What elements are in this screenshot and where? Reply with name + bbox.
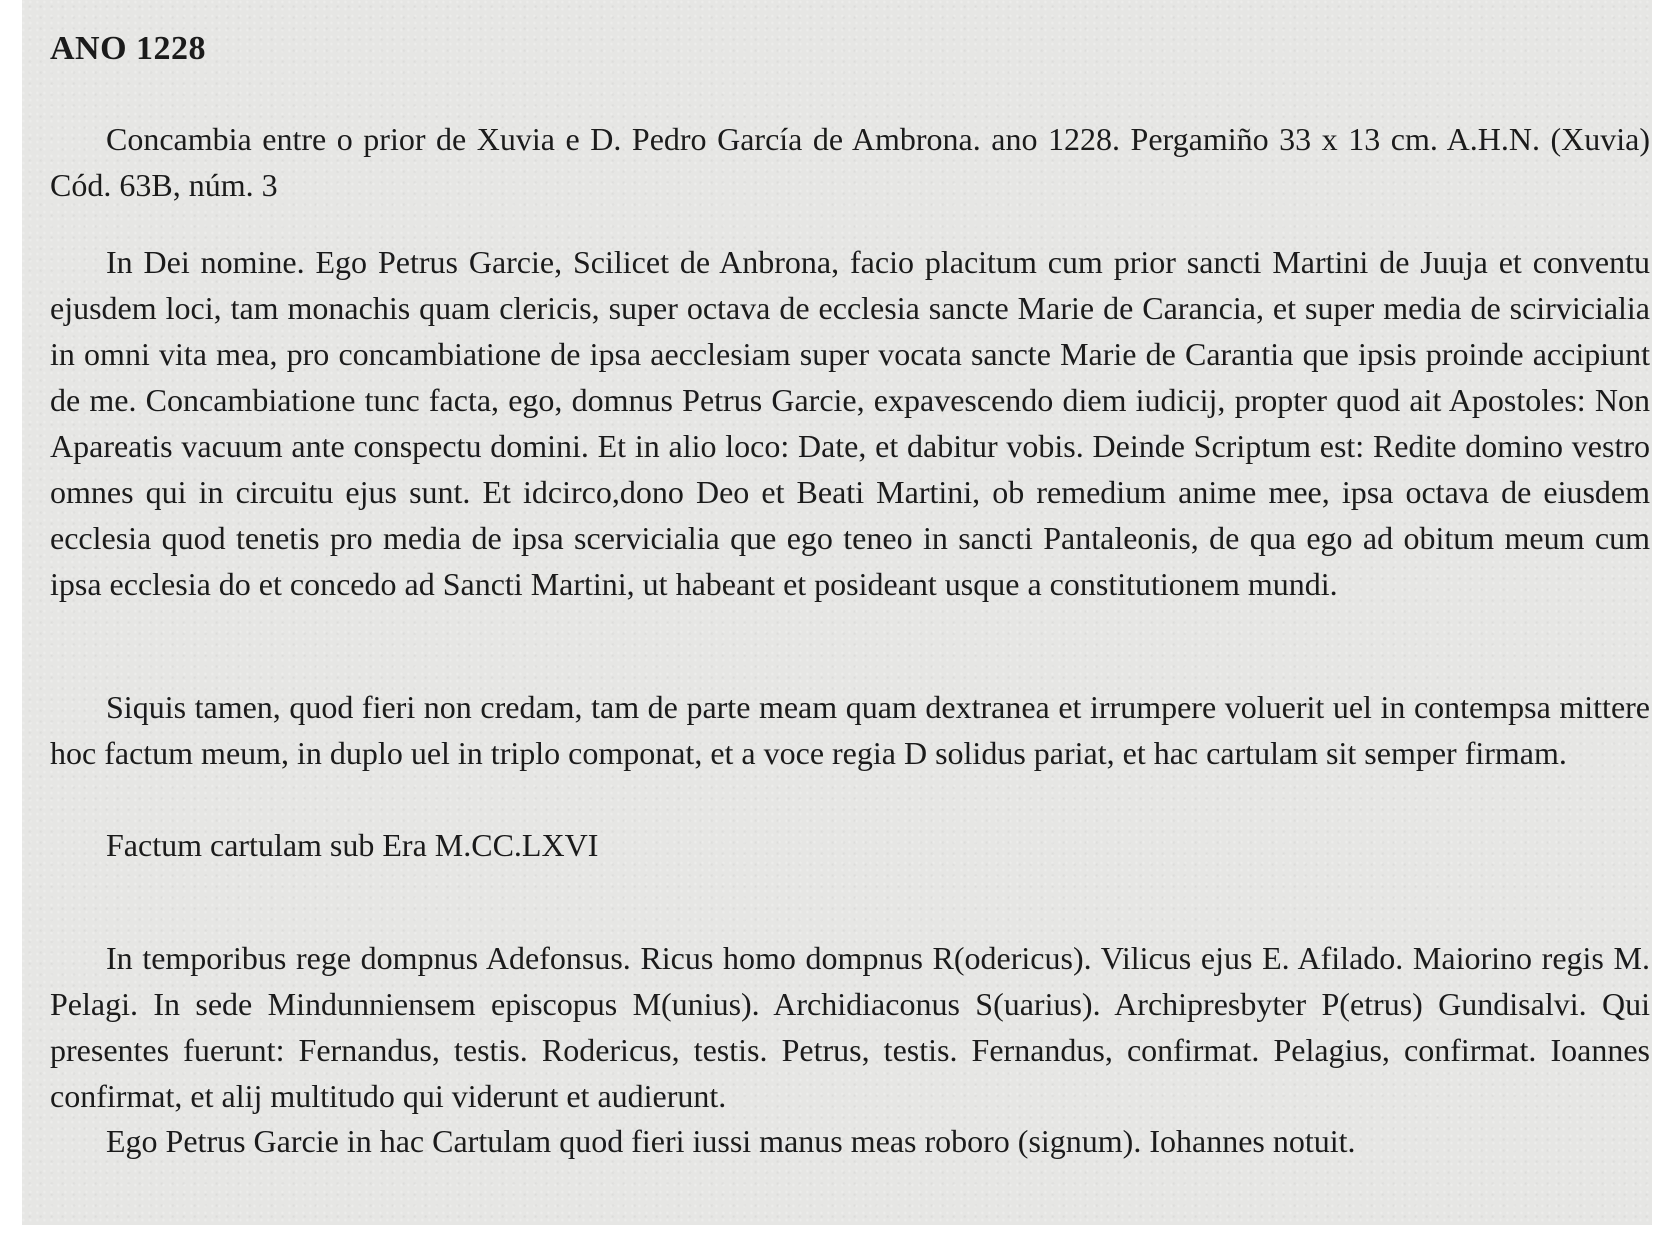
intro-paragraph: Concambia entre o prior de Xuvia e D. Pedro García de Ambrona. ano 1228. Pergamiño 33 x 13 cm. A.H.N. (Xuvia) Cód. 63B, núm. 3 — [50, 121, 1650, 203]
witnesses-paragraph: In temporibus rege dompnus Adefonsus. Ricus homo dompnus R(odericus). Vilicus ejus E. Afilado. Maiorino regis M. Pelagi. In sede Mindunniensem episcopus M(unius). Archidiaconus S(uarius). Archipresbyter P(etrus) Gundisalvi. Qui presentes fuerunt: Fernandus, testis. Rodericus, testis. Petrus, testis. Fernandus, confirmat. Pelagius, confirmat. Ioannes confirmat, et alij multitudo qui viderunt et audierunt. — [50, 940, 1650, 1114]
document-heading: ANO 1228 — [50, 30, 207, 67]
document-page — [22, 0, 1652, 1225]
closing-signature-paragraph: Ego Petrus Garcie in hac Cartulam quod fieri iussi manus meas roboro (signum). Iohannes notuit. — [106, 1123, 1356, 1159]
charter-paragraph-main: In Dei nomine. Ego Petrus Garcie, Scilicet de Anbrona, facio placitum cum prior sancti Martini de Juuja et conventu ejusdem loci, tam monachis quam clericis, super octava de ecclesia sancte Marie de Carancia, et super media de scirvicialia in omni vita mea, pro concambiatione de ipsa aecclesiam super vocata sancte Marie de Carantia que ipsis proinde accipiunt de me. Concambiatione tunc facta, ego, domnus Petrus Garcie, expavescendo diem iudicij, propter quod ait Apostoles: Non Apareatis vacuum ante conspectu domini. Et in alio loco: Date, et dabitur vobis. Deinde Scriptum est: Redite domino vestro omnes qui in circuitu ejus sunt. Et idcirco,dono Deo et Beati Martini, ob remedium anime mee, ipsa octava de eiusdem ecclesia quod tenetis pro media de ipsa scervicialia que ego teneo in sancti Pantaleonis, de qua ego ad obitum meum cum ipsa ecclesia do et concedo ad Sancti Martini, ut habeant et posideant usque a constitutionem mundi. — [50, 244, 1650, 602]
dating-clause: Factum cartulam sub Era M.CC.LXVI — [106, 827, 599, 863]
charter-paragraph-sanction: Siquis tamen, quod fieri non credam, tam de parte meam quam dextranea et irrumpere voluerit uel in contempsa mittere hoc factum meum, in duplo uel in triplo componat, et a voce regia D solidus pariat, et hac cartulam sit semper firmam. — [50, 689, 1650, 771]
